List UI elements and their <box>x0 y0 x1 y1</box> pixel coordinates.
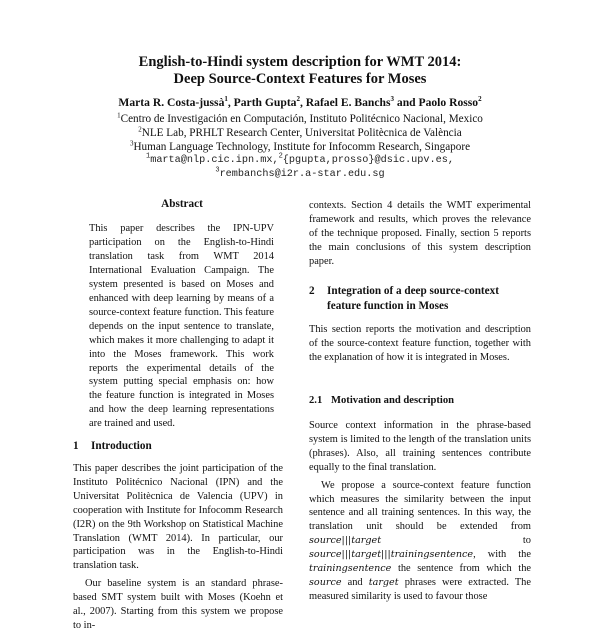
author-4-mark: 2 <box>478 95 482 104</box>
section-1-number: 1 <box>73 440 79 452</box>
motivation-text-a: We propose a source-context feature function which measures the similarity between the input sentence and all training sentences. In this way, the translation unit should be extended from <box>309 479 531 533</box>
email-line-1 <box>0 152 600 166</box>
email-3-mark: 3 <box>215 166 220 175</box>
intro-paragraph-2: Our baseline system is an standard phrase-based SMT system built with Moses (Koehn et al., 2007). Starting from this system we propose to in- <box>73 578 283 631</box>
affiliation-1-text: Centro de Investigación en Computación, Instituto Politécnico Nacional, Mexico <box>120 113 483 125</box>
section-2-number: 2 <box>309 285 315 297</box>
author-4: and Paolo Rosso <box>394 96 479 109</box>
intro-body <box>73 462 283 633</box>
affiliation-3-mark: 3 <box>129 139 134 148</box>
subsection-2-1-heading <box>309 395 454 406</box>
affiliation-2-text: NLE Lab, PRHLT Research Center, Universitat Politècnica de València <box>141 127 462 139</box>
affiliation-1 <box>0 112 600 126</box>
author-list <box>0 96 600 109</box>
paper-title-line1: English-to-Hindi system description for WMT 2014: <box>138 54 462 70</box>
subsection-2-1-body <box>309 419 531 604</box>
email-2[interactable]: {pgupta,prosso}@dsic.upv.es, <box>282 155 454 166</box>
abstract-heading: Abstract <box>161 198 203 210</box>
abstract-text: This paper describes the IPN-UPV participation on the English-to-Hindi translation task from WMT 2014 International Evaluation Campaign. The system presented is based on Moses and enhanced with deep learning by means of a source-context feature function. This feature depends on the input sentence to translate, which makes it more challenging to adapt it into the Moses framework. This work reports the experimental details of the system putting special emphasis on: how the feature function is integrated in Moses and how the deep learning representations are trained and used. <box>89 223 274 430</box>
affiliation-3-text: Human Language Technology, Institute for Infocomm Research, Singapore <box>133 141 471 153</box>
math-trainingsentence: trainingsentence <box>309 563 392 575</box>
subsection-2-1-number: 2.1 <box>309 395 323 406</box>
email-1-mark: 1 <box>146 152 151 161</box>
motivation-text-b: the sentence from which the <box>397 563 532 575</box>
email-1[interactable]: marta@nlp.cic.ipn.mx, <box>150 155 279 166</box>
section-1-heading <box>73 440 152 452</box>
email-line-2 <box>0 166 600 180</box>
author-1: Marta R. Costa-jussà <box>118 96 225 109</box>
author-2-mark: 2 <box>296 95 300 104</box>
affiliation-3 <box>0 140 600 154</box>
math-source-target-training: source|||target|||trainingsentence <box>309 549 474 561</box>
section-roadmap-text <box>309 199 531 269</box>
affiliation-2 <box>0 126 600 140</box>
motivation-text-with: , with the <box>473 549 531 561</box>
section-2-paragraph: This section reports the motivation and description of the source-context feature function, together with the explanation of how it is integrated in Moses. <box>309 324 531 363</box>
motivation-text-c: phrases were extracted. The measured similarity is used to favour those <box>309 576 531 602</box>
section-2-intro <box>309 323 531 365</box>
roadmap-paragraph: contexts. Section 4 details the WMT experimental framework and results, which proves the relevance of the technique proposed. Finally, section 5 reports the main conclusions of this system description paper. <box>309 200 531 267</box>
math-source-target: source|||target <box>309 535 382 547</box>
author-2: , Parth Gupta <box>227 96 297 109</box>
email-3[interactable]: rembanchs@i2r.a-star.edu.sg <box>219 169 385 180</box>
math-source: source <box>309 576 342 588</box>
section-2-title-line2: feature function in Moses <box>327 300 449 312</box>
motivation-text-to: to <box>522 535 531 547</box>
motivation-text-and: and <box>347 576 363 588</box>
author-1-mark: 1 <box>224 95 228 104</box>
section-2-heading <box>309 284 531 314</box>
motivation-paragraph-2 <box>309 479 531 604</box>
subsection-2-1-title: Motivation and description <box>331 395 455 406</box>
math-target: target <box>368 576 399 588</box>
author-3-mark: 3 <box>390 95 394 104</box>
affiliation-1-mark: 1 <box>117 111 121 120</box>
section-2-title-line1: Integration of a deep source-context <box>327 285 499 297</box>
email-2-mark: 2 <box>278 152 283 161</box>
affiliation-2-mark: 2 <box>138 125 142 134</box>
paper-title-line2: Deep Source-Context Features for Moses <box>173 71 427 87</box>
section-1-title: Introduction <box>91 440 152 452</box>
motivation-paragraph-1: Source context information in the phrase-based system is limited to the length of the translation units (phrases). Also, all training sentences contribute equally to the final translation. <box>309 420 531 473</box>
author-3: , Rafael E. Banchs <box>299 96 391 109</box>
intro-paragraph-1: This paper describes the joint participation of the Instituto Politécnico Nacional (IPN) and the Universitat Politècnica de Valencia (UPV) in cooperation with Institute for Infocomm Research (I2R) on the 9th Workshop on Statistical Machine Translation (WMT 2014). In particular, our participation was in the English-to-Hindi translation task. <box>73 463 283 572</box>
